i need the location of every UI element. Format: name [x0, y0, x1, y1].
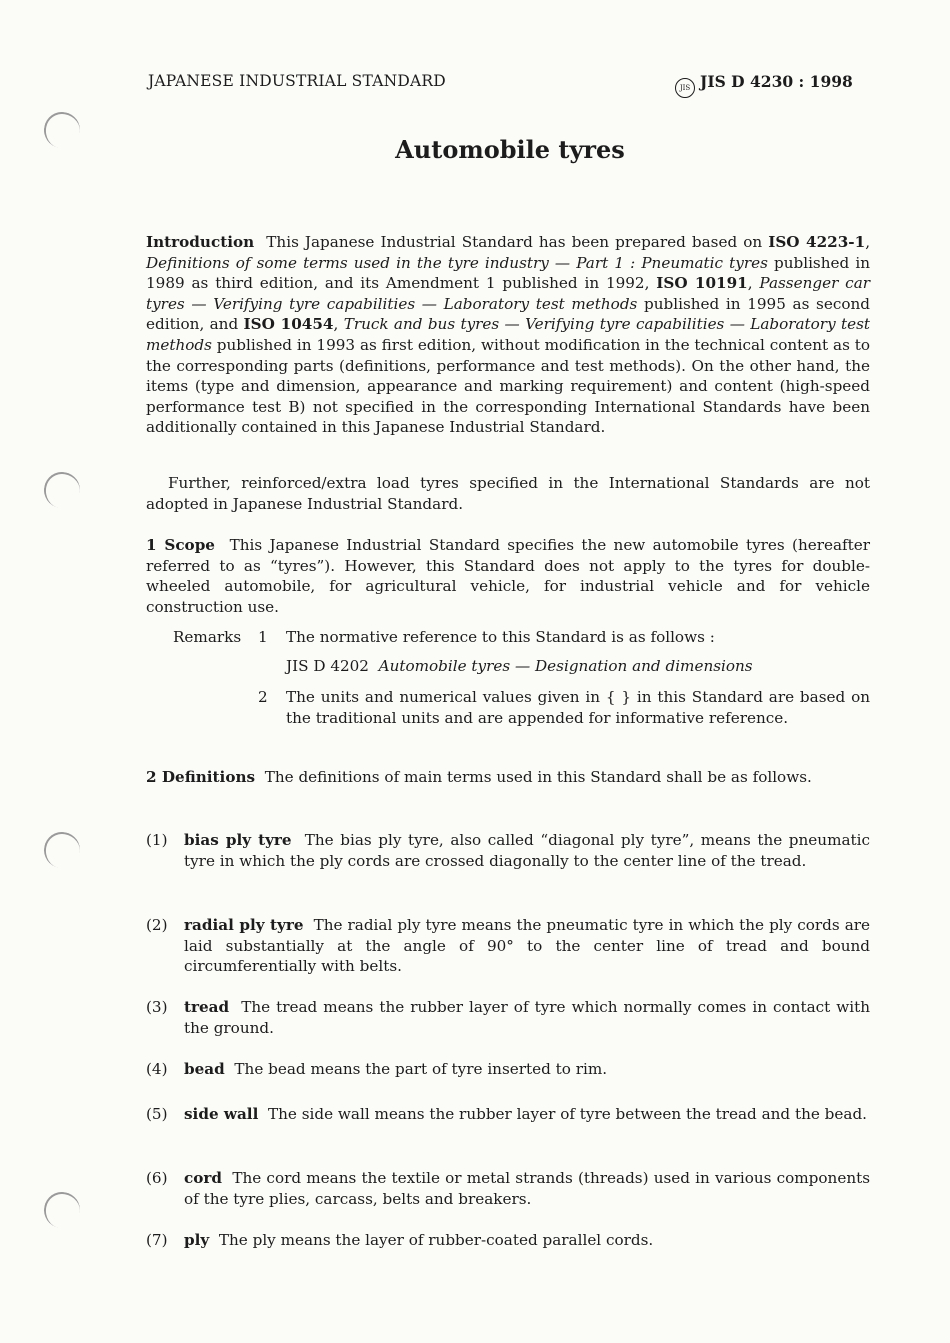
definition-item: (1) bias ply tyre The bias ply tyre, also called “diagonal ply tyre”, means the pneumatic tyre in which the ply cords are crossed diagonally to the center line of the tread.	[146, 831, 870, 870]
definition-item: (6) cord The cord means the textile or metal strands (threads) used in various components of the tyre plies, carcass, belts and breakers.	[146, 1169, 870, 1208]
definition-term: bead	[184, 1060, 225, 1078]
definition-term: tread	[184, 998, 230, 1016]
scope-paragraph: 1 Scope This Japanese Industrial Standard specifies the new automobile tyres (hereafter referred to as “tyres”). However, this Standard does not apply to the tyres for double-wheeled automobile, for agricultural vehicle, for industrial vehicle and for vehicle construction use.	[146, 536, 871, 616]
definitions-paragraph: 2 Definitions The definitions of main terms used in this Standard shall be as follows.	[146, 768, 812, 786]
introduction-paragraph: Introduction This Japanese Industrial Standard has been prepared based on ISO 4223-1, Definitions of some terms used in the tyre industry — Part 1 : Pneumatic tyres published in 1989 as third edition, and its Amendment 1 published in 1992, ISO 10191, Passenger car tyres — Verifying tyre capabilities — Laboratory test methods published in 1995 as second edition, and ISO 10454, Truck and bus tyres — Verifying tyre capabilities — Laboratory test methods published in 1993 as first edition, without modification in the technical content as to the corresponding parts (definitions, performance and test methods). On the other hand, the items (type and dimension, appearance and marking requirement) and content (high-speed performance test B) not specified in the corresponding International Standards have been additionally contained in this Japanese Industrial Standard.	[146, 233, 871, 437]
definition-item: (7) ply The ply means the layer of rubber-coated parallel cords.	[146, 1231, 654, 1249]
binder-hole	[41, 1189, 83, 1231]
reference-title: Automobile tyres — Designation and dimensions	[378, 657, 753, 675]
remark-2-number: 2	[258, 688, 268, 706]
introduction-heading: Introduction	[146, 233, 255, 251]
definition-term: ply	[184, 1231, 210, 1249]
definition-term: cord	[184, 1169, 222, 1187]
binder-hole	[41, 469, 83, 511]
definition-item: (3) tread The tread means the rubber layer of tyre which normally comes in contact with the ground.	[146, 998, 871, 1037]
definition-term: side wall	[184, 1105, 259, 1123]
definition-term: bias ply tyre	[184, 831, 292, 849]
header-standard-number	[675, 72, 853, 98]
definition-item: (5) side wall The side wall means the rubber layer of tyre between the tread and the bead.	[146, 1105, 867, 1123]
definition-item: (4) bead The bead means the part of tyre inserted to rim.	[146, 1060, 608, 1078]
introduction-paragraph-2: Further, reinforced/extra load tyres specified in the International Standards are not adopted in Japanese Industrial Standard.	[146, 474, 870, 513]
reference-code: JIS D 4202	[286, 657, 369, 675]
remark-1-reference	[286, 656, 870, 677]
remark-1-text: The normative reference to this Standard is as follows :	[286, 628, 715, 646]
standard-code: JIS D 4230 : 1998	[700, 72, 853, 91]
jis-mark-icon: JIS	[675, 78, 695, 98]
definition-term: radial ply tyre	[184, 916, 304, 934]
page-title: Automobile tyres	[395, 135, 625, 164]
remark-2-text: The units and numerical values given in { } in this Standard are based on the traditional units and are appended for informative reference.	[286, 688, 870, 727]
definitions-heading: 2 Definitions	[146, 768, 256, 786]
definition-item: (2) radial ply tyre The radial ply tyre means the pneumatic tyre in which the ply cords are laid substantially at the angle of 90° to the center line of tread and bound circumferentially with belts.	[146, 916, 870, 976]
binder-hole	[41, 829, 83, 871]
remark-1-number: 1	[258, 628, 268, 646]
remarks-label: Remarks	[173, 628, 242, 646]
scope-heading: 1 Scope	[146, 536, 215, 554]
header-standard-label: JAPANESE INDUSTRIAL STANDARD	[148, 72, 446, 90]
